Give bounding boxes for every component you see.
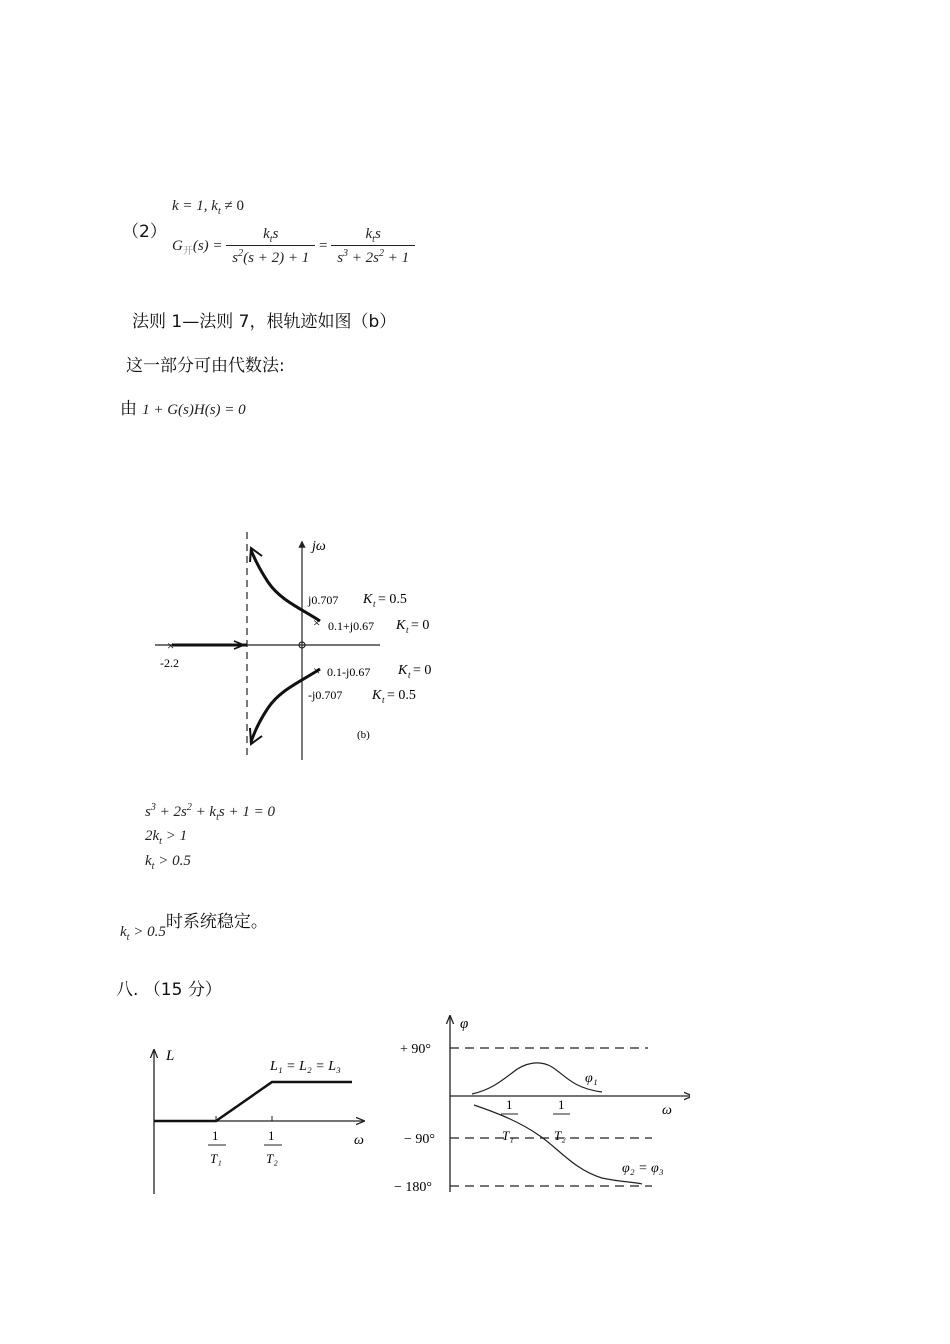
upper-pole-marker: × [313, 615, 321, 630]
lower-point-label: -j0.707 [308, 688, 343, 702]
svg-text:K: K [372, 688, 382, 703]
upper-pole-label: 0.1+j0.67 [328, 619, 375, 633]
pt1-num: 1 [506, 1097, 513, 1112]
stability-conclusion: $k_t > 0.5$时系统稳定。 [120, 912, 268, 943]
phase-y-label: φ [460, 1016, 469, 1032]
condition-line: k = 1, $k_t \ne 0$ [172, 198, 244, 217]
upper-branch [251, 550, 320, 621]
mag-curve [154, 1082, 352, 1121]
phi23-curve [474, 1105, 642, 1184]
kt-upper-0 [395, 618, 429, 635]
stability-eq-3: $k_t > 0.5$ [145, 853, 191, 872]
lower-branch [251, 669, 320, 742]
jw-label: jω [312, 539, 326, 554]
svg-text:= 0: = 0 [411, 618, 430, 633]
fraction-1: $\frac{k_ts}{s^2(s + 2) + 1}$ [226, 226, 315, 267]
svg-text:K: K [363, 592, 373, 607]
algebra-text: 这一部分可由代数法: [126, 356, 285, 376]
phi23-label: φ₂ = φ₃ [622, 1161, 664, 1176]
t2-den: T₂ [266, 1151, 278, 1166]
kt-lower-05 [371, 688, 416, 705]
t2-num: 1 [268, 1128, 275, 1143]
svg-text:K: K [398, 663, 408, 678]
rules-text: 法则 1—法则 7，根轨迹如图（b） [132, 312, 397, 332]
svg-text:t: t [406, 625, 409, 635]
mag-curve-label: L₁ = L₂ = L₃ [270, 1059, 341, 1074]
svg-text:t: t [382, 695, 385, 705]
m180-label: − 180° [394, 1180, 432, 1195]
mag-y-label: L [166, 1048, 175, 1064]
svg-text:K: K [396, 618, 406, 633]
kt-lower-0 [397, 663, 431, 680]
open-loop-equation: $G_开(s)$ = $\frac{k_ts}{s^2(s + 2) + 1}$ = $\frac{k_ts}{s^3 + 2s^2 + 1}$ [172, 226, 415, 267]
bode-magnitude-plot [140, 1040, 380, 1200]
pt2-den: T₂ [554, 1128, 566, 1143]
fraction-2: $\frac{k_ts}{s^3 + 2s^2 + 1}$ [331, 226, 415, 267]
pole-left-label: -2.2 [160, 656, 179, 670]
figure-label: (b) [357, 729, 370, 741]
p90-label: + 90° [400, 1042, 431, 1057]
svg-text:= 0.5: = 0.5 [387, 688, 416, 703]
section-8-heading: 八. （15 分） [116, 980, 222, 1000]
bode-phase-plot [390, 1010, 690, 1200]
pole-left-marker: × [167, 638, 175, 653]
char-eq-line: 由 1 + G(s)H(s) = 0 [120, 399, 246, 419]
root-locus-figure [140, 520, 460, 770]
pt1-den: T₁ [502, 1128, 514, 1143]
phi1-label: φ₁ [585, 1071, 598, 1086]
upper-point-label: j0.707 [308, 593, 339, 607]
svg-text:= 0: = 0 [413, 663, 432, 678]
stability-eq-2: $2k_t > 1$ [145, 828, 188, 847]
stability-eq-1: $s^3 + 2s^2 + k_ts + 1 = 0$ [145, 802, 275, 823]
lower-pole-label: 0.1-j0.67 [327, 665, 371, 679]
mag-x-label: ω [354, 1133, 364, 1148]
phase-x-label: ω [662, 1103, 672, 1118]
svg-text:t: t [373, 599, 376, 609]
lower-pole-marker: × [313, 663, 321, 678]
pt2-num: 1 [558, 1097, 565, 1112]
t1-den: T₁ [210, 1151, 222, 1166]
phi1-curve [472, 1063, 602, 1094]
kt-upper-05 [362, 592, 407, 609]
svg-text:= 0.5: = 0.5 [378, 592, 407, 607]
section-2-label: （2） [122, 222, 167, 242]
svg-text:t: t [408, 670, 411, 680]
m90-label: − 90° [404, 1132, 435, 1147]
t1-num: 1 [212, 1128, 219, 1143]
